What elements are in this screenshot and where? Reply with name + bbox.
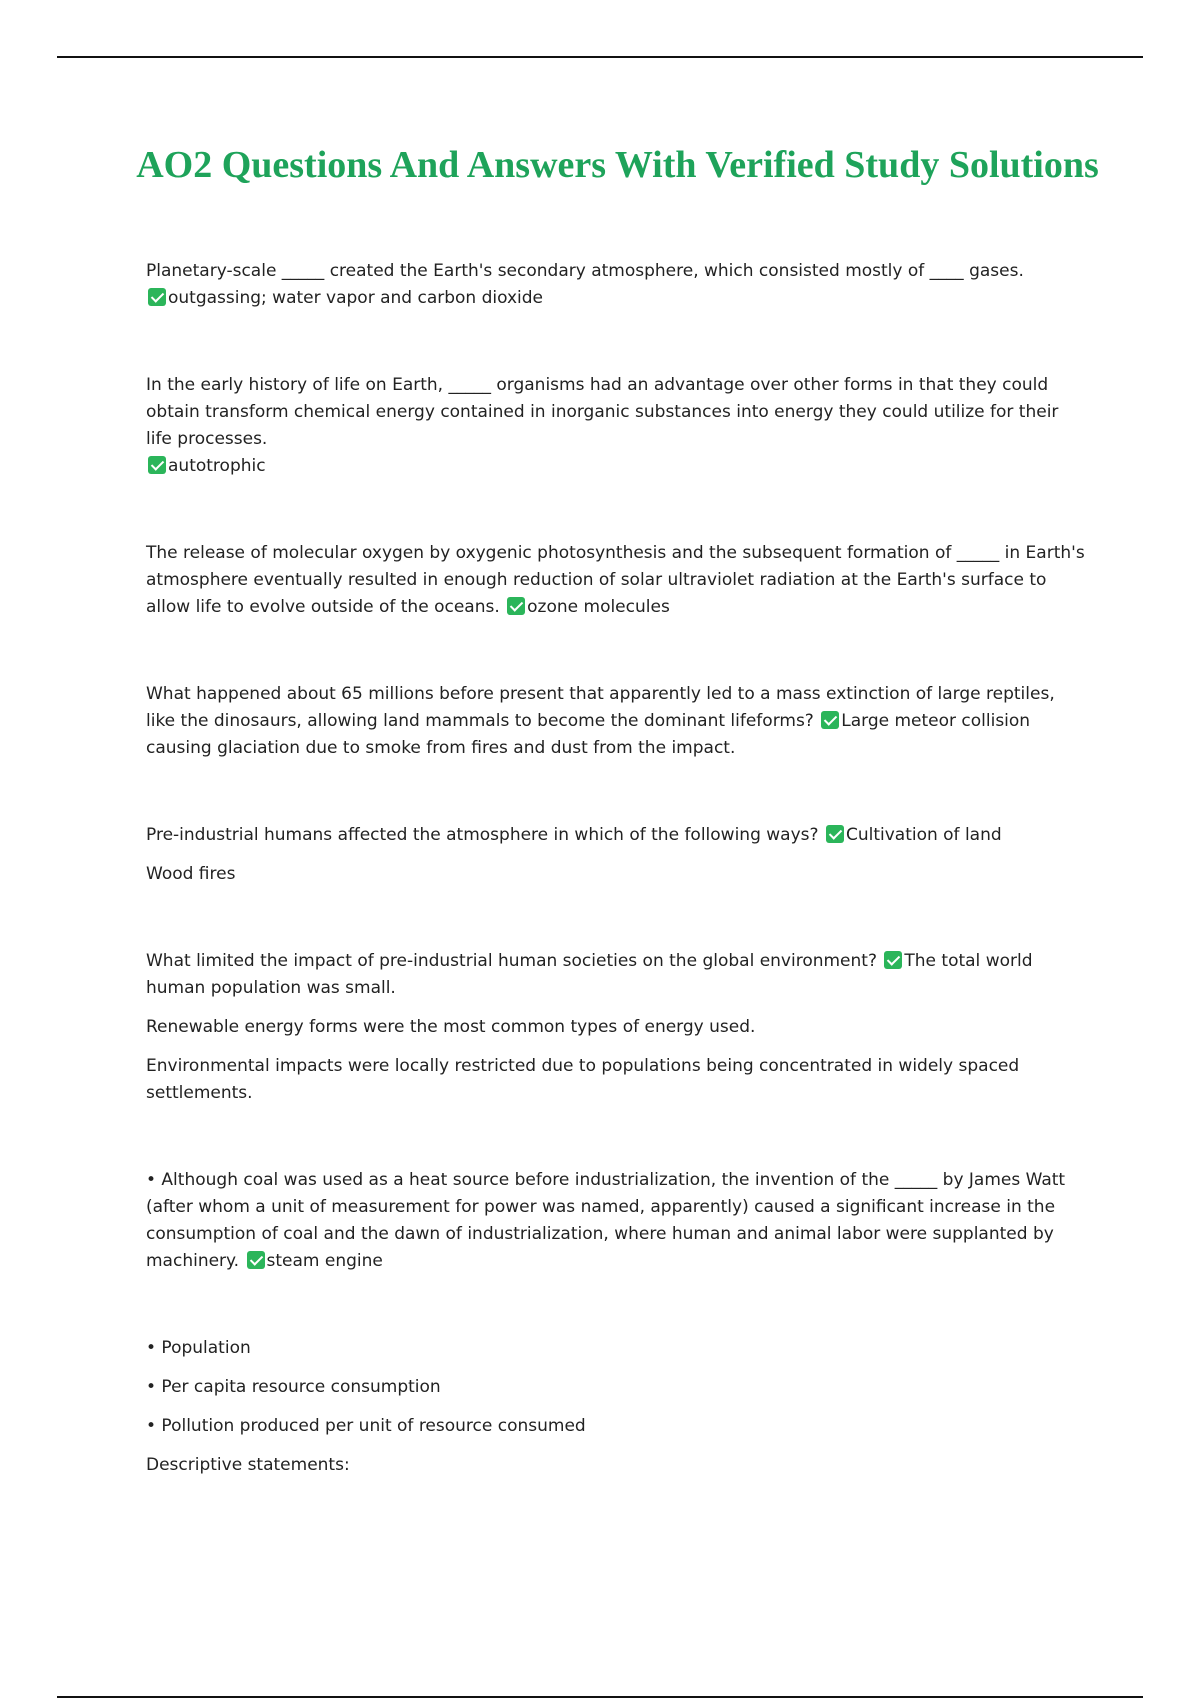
top-divider xyxy=(57,56,1143,58)
qa-line xyxy=(146,258,1086,312)
check-mark-icon xyxy=(884,951,902,969)
check-mark-icon xyxy=(148,456,166,474)
page-title: AO2 Questions And Answers With Verified Study Solutions xyxy=(136,144,1099,186)
bottom-divider xyxy=(57,1696,1143,1698)
answer-text: steam engine xyxy=(266,1251,383,1271)
question-text: The release of molecular oxygen by oxygenic photosynthesis and the subsequent formation of _____ in Earth's atmosphere eventually resulted in enough reduction of solar ultraviolet radiation at the Earth's surface to allow life to evolve outside of the oceans. xyxy=(146,543,1085,617)
answer-extra-line: Renewable energy forms were the most common types of energy used. xyxy=(146,1017,756,1037)
trailing-list xyxy=(146,1335,1086,1479)
bullet-item: • Per capita resource consumption xyxy=(146,1377,441,1397)
question-text: Planetary-scale _____ created the Earth's secondary atmosphere, which consisted mostly of ____ gases. xyxy=(146,261,1024,281)
answer-text: Large meteor collision causing glaciation due to smoke from fires and dust from the impact. xyxy=(146,711,1031,758)
bullet-item: • Pollution produced per unit of resource consumed xyxy=(146,1416,586,1436)
qa-item xyxy=(146,372,1086,480)
answer-text: outgassing; water vapor and carbon dioxide xyxy=(168,288,544,308)
qa-line xyxy=(146,681,1086,762)
qa-item xyxy=(146,1167,1086,1275)
answer-text: Cultivation of land xyxy=(845,825,1002,845)
check-mark-icon xyxy=(507,597,525,615)
answer-text: The total world human population was small. xyxy=(146,951,1033,998)
qa-line xyxy=(146,372,1086,480)
question-text: In the early history of life on Earth, _____ organisms had an advantage over other forms in that they could obtain transform chemical energy contained in inorganic substances into energy they could utilize for their life processes. xyxy=(146,375,1059,449)
answer-extra-line: Environmental impacts were locally restricted due to populations being concentrated in widely spaced settlements. xyxy=(146,1056,1020,1103)
qa-line xyxy=(146,1167,1086,1275)
check-mark-icon xyxy=(247,1251,265,1269)
check-mark-icon xyxy=(148,288,166,306)
document-body xyxy=(146,258,1086,1479)
answer-extra-line: Wood fires xyxy=(146,864,236,884)
question-text: What happened about 65 millions before present that apparently led to a mass extinction of large reptiles, like the dinosaurs, allowing land mammals to become the dominant lifeforms? xyxy=(146,684,1055,731)
bullet-item: • Population xyxy=(146,1338,251,1358)
question-text: Pre-industrial humans affected the atmosphere in which of the following ways? xyxy=(146,825,819,845)
answer-text: ozone molecules xyxy=(527,597,670,617)
qa-item xyxy=(146,681,1086,762)
check-mark-icon xyxy=(826,825,844,843)
question-text: • Although coal was used as a heat source before industrialization, the invention of the _____ by James Watt (after whom a unit of measurement for power was named, apparently) caused a significant increase in the consumption of coal and the dawn of industrialization, where human and animal labor were supplanted by machinery. xyxy=(146,1170,1066,1271)
qa-line xyxy=(146,822,1086,849)
check-mark-icon xyxy=(821,711,839,729)
qa-line xyxy=(146,540,1086,621)
qa-item xyxy=(146,822,1086,888)
qa-line xyxy=(146,948,1086,1002)
qa-item xyxy=(146,540,1086,621)
answer-text: autotrophic xyxy=(168,456,266,476)
qa-item xyxy=(146,948,1086,1107)
question-text: What limited the impact of pre-industrial human societies on the global environment? xyxy=(146,951,877,971)
descriptive-statements-label: Descriptive statements: xyxy=(146,1455,350,1475)
qa-item xyxy=(146,258,1086,312)
